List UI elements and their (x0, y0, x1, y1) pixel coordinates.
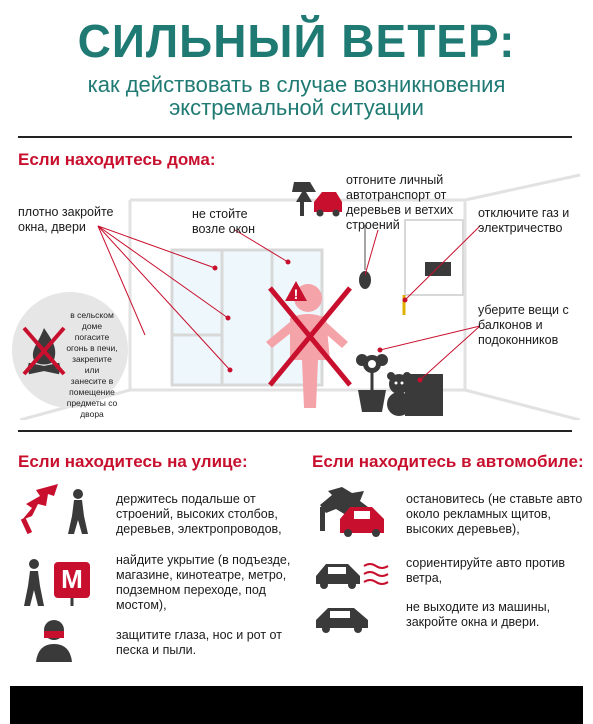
face-mask-person-icon (34, 618, 74, 662)
car-heading: Если находитесь в автомобиле: (312, 452, 584, 471)
gas-text: отключите газ и электричество (478, 206, 570, 235)
closed-car-icon (314, 600, 378, 634)
car-item-2: сориентируйте авто против ветра, (406, 556, 565, 585)
move-car-text: отгоните личный автотранспорт от деревьев и ветхих строений (346, 173, 454, 232)
tree-falling-car-icon (312, 485, 392, 537)
street-heading: Если находитесь на улице: (18, 452, 248, 471)
subtitle-line-2: экстремальной ситуации (169, 95, 424, 120)
svg-text:!: ! (293, 286, 299, 302)
not-stand-text: не стойте возле окон (192, 207, 256, 236)
street-item-2: найдите укрытие (в подъезде, магазине, кинотеатре, метро, подземном переходе, под мостом), (116, 553, 291, 612)
metro-letter: М (61, 564, 83, 594)
village-text: в сельском доме погасите огонь в печи, закрепите или занесите в помещение предметы со двора (66, 310, 118, 419)
page-title: СИЛЬНЫЙ ВЕТЕР: (77, 15, 516, 67)
car-item-1: остановитесь (не ставьте авто около рекламных щитов, высоких деревьев), (406, 492, 583, 536)
car-against-wind-icon (314, 556, 394, 590)
walking-person-icon (18, 558, 48, 608)
wind-tree-person-icon (18, 482, 98, 538)
street-item-1: держитесь подальше от строений, высоких столбов, деревьев, электропроводов, (116, 492, 282, 536)
close-windows-text: плотно закройте окна, двери (18, 205, 114, 234)
footer-bar (10, 686, 583, 724)
middle-divider (18, 430, 572, 432)
subtitle-line-1: как действовать в случае возникновения (87, 72, 506, 97)
street-item-3: защитите глаза, нос и рот от песка и пыли. (116, 628, 282, 657)
car-item-3: не выходите из машины, закройте окна и двери. (406, 600, 551, 629)
no-fire-icon (22, 322, 66, 378)
home-heading: Если находитесь дома: (18, 150, 216, 169)
remove-items-text: уберите вещи с балконов и подоконников (478, 303, 569, 347)
